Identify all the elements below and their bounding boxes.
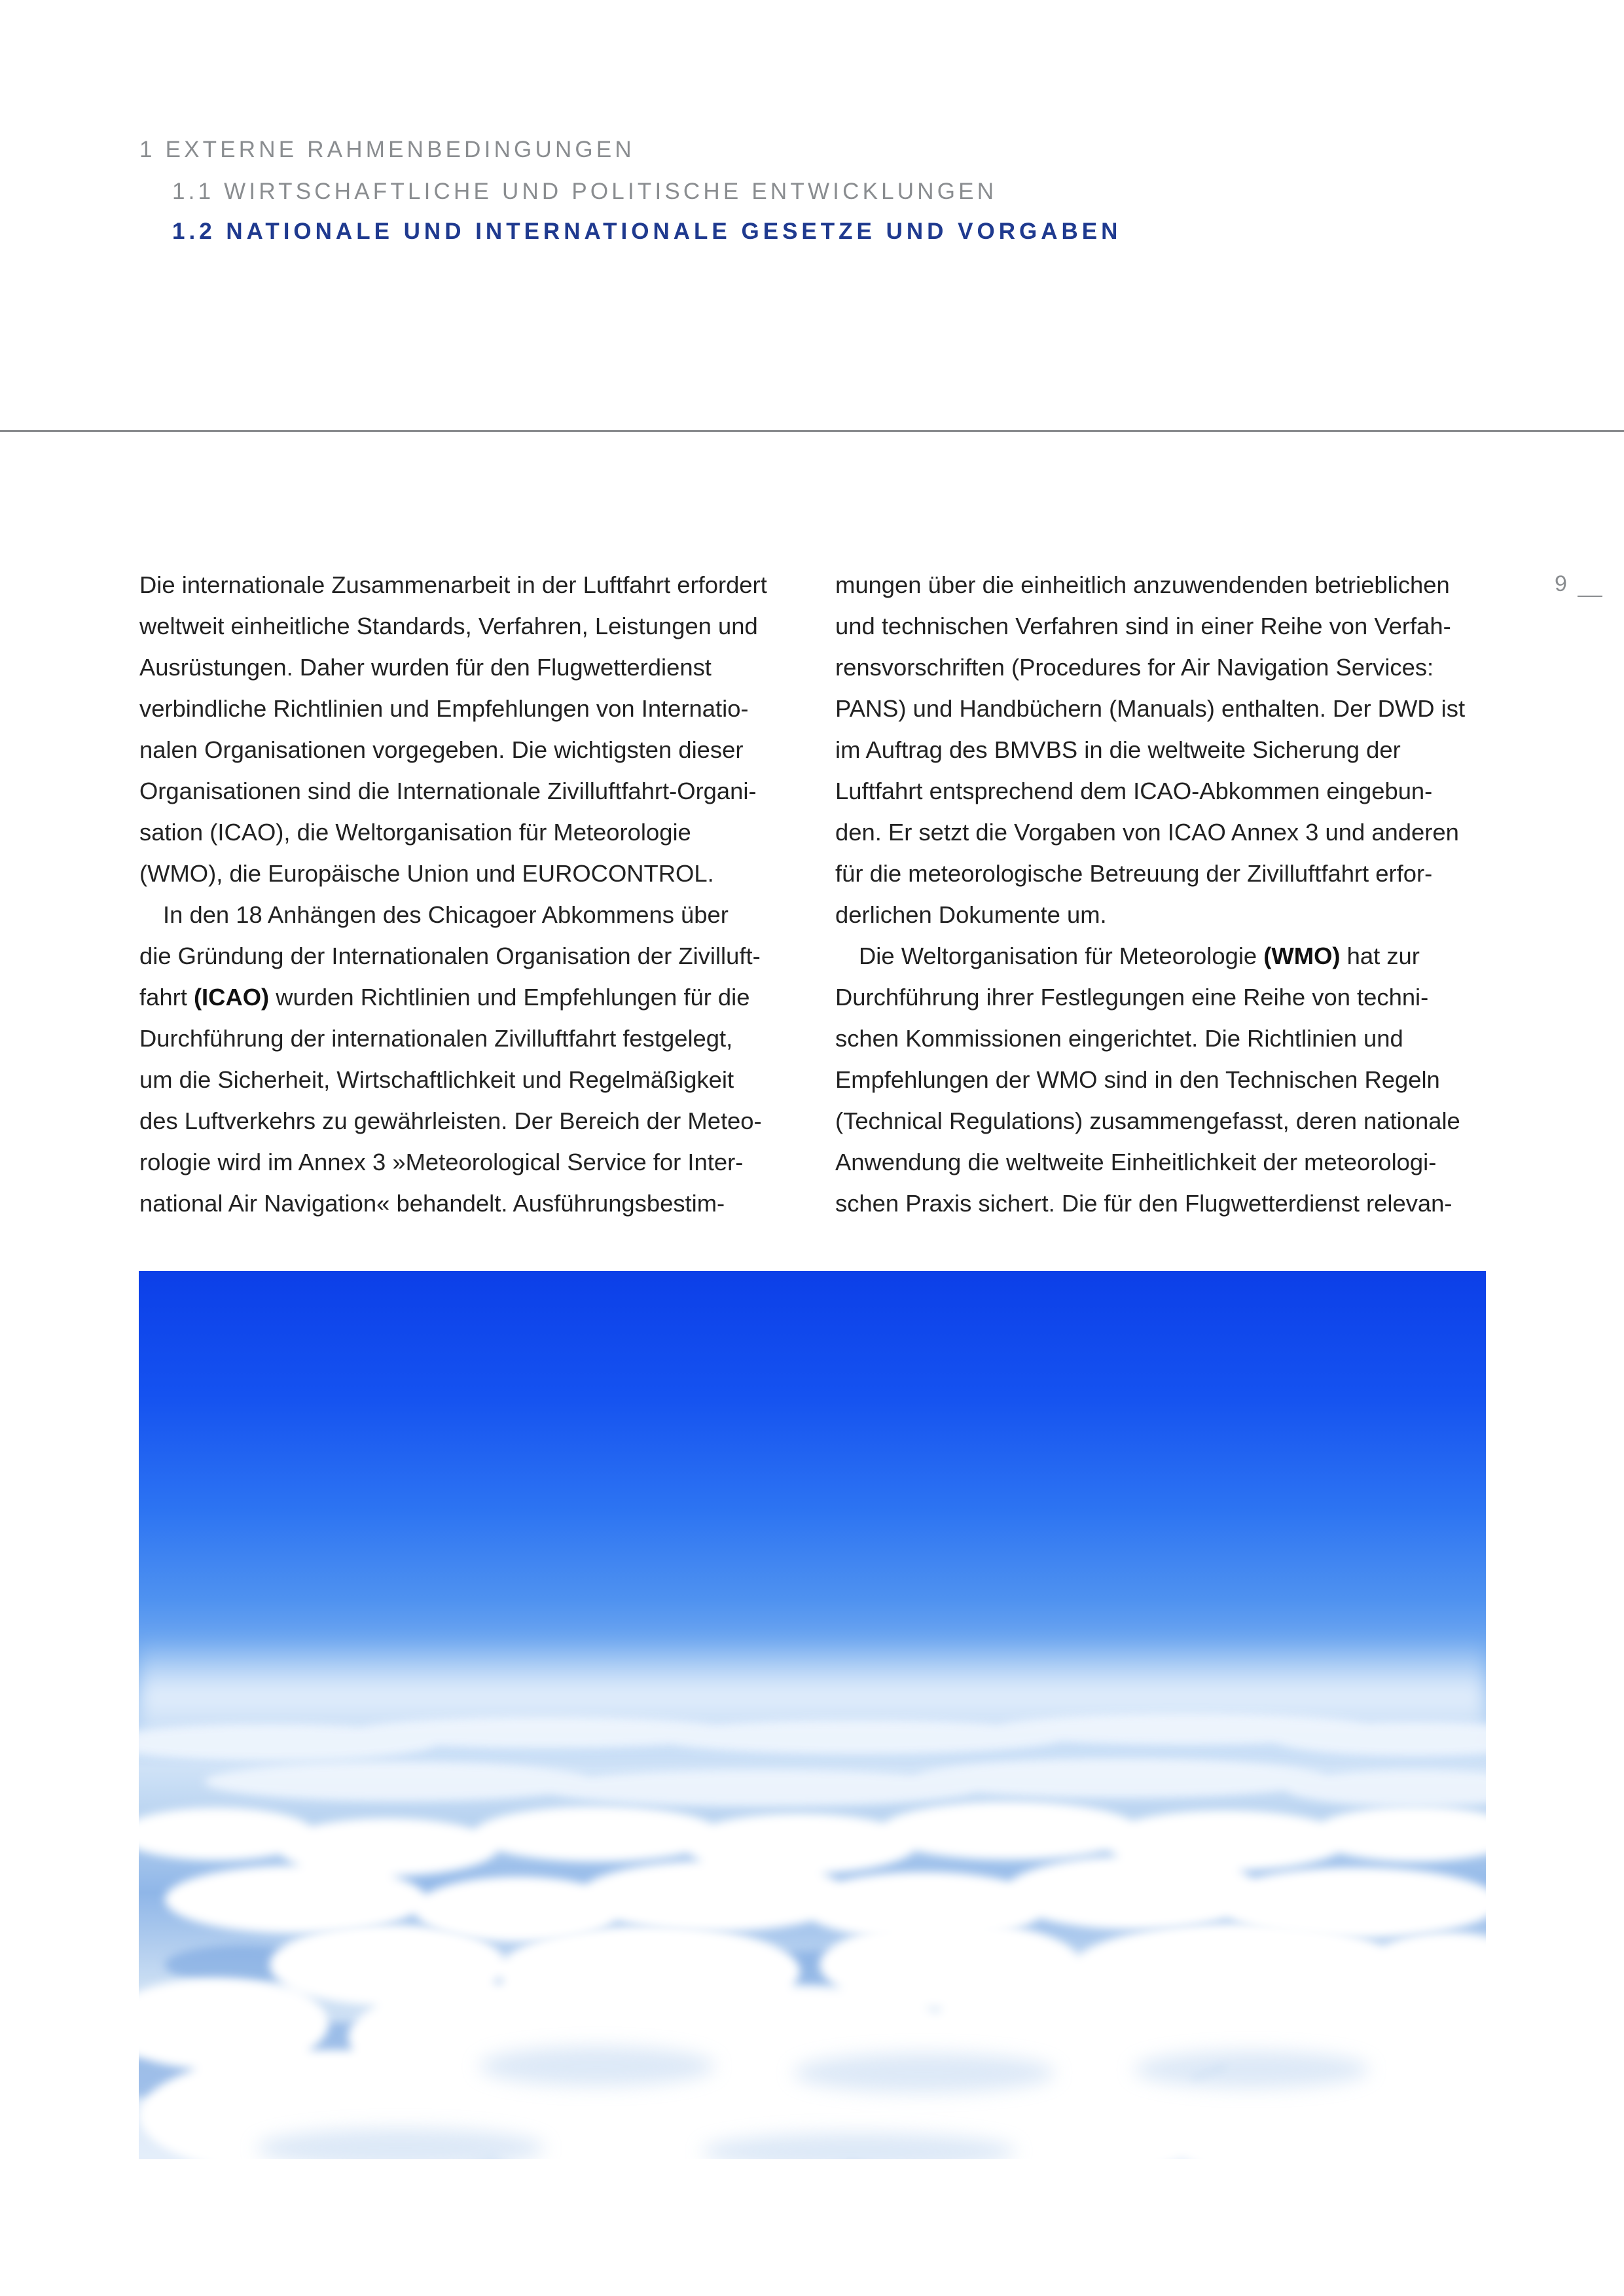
text-line: PANS) und Handbüchern (Manuals) enthalten. Der DWD ist [835, 695, 1466, 722]
text-line: Durchführung der internationalen Zivilluftfahrt festgelegt, [139, 1025, 733, 1052]
text-line: Luftfahrt entsprechend dem ICAO-Abkommen eingebun- [835, 778, 1433, 804]
text-line: In den 18 Anhängen des Chicagoer Abkommens über [163, 901, 729, 928]
cloud-layer-illustration [139, 1271, 1486, 2159]
text-line: des Luftverkehrs zu gewährleisten. Der Bereich der Meteo- [139, 1107, 762, 1134]
section-heading-1-1: 1.1 WIRTSCHAFTLICHE UND POLITISCHE ENTWICKLUNGEN [172, 179, 998, 204]
text-line: Ausrüstungen. Daher wurden für den Flugwetterdienst [139, 654, 712, 681]
text-line: um die Sicherheit, Wirtschaftlichkeit und Regelmäßigkeit [139, 1066, 734, 1093]
text-line: schen Kommissionen eingerichtet. Die Richtlinien und [835, 1025, 1403, 1052]
text-run: Die Weltorganisation für Meteorologie [859, 942, 1264, 969]
text-line: die Gründung der Internationalen Organisation der Zivilluft- [139, 942, 761, 969]
text-line: nalen Organisationen vorgegeben. Die wichtigsten dieser [139, 736, 744, 763]
text-line: mungen über die einheitlich anzuwendenden betrieblichen [835, 571, 1450, 598]
text-column-left [139, 564, 807, 1224]
text-line: den. Er setzt die Vorgaben von ICAO Annex 3 und anderen [835, 819, 1459, 846]
text-line [139, 977, 807, 1018]
text-run: hat zur [1340, 942, 1420, 969]
text-line: (Technical Regulations) zusammengefasst, deren nationale [835, 1107, 1460, 1134]
text-line: (WMO), die Europäische Union und EUROCONTROL. [139, 860, 714, 887]
section-heading-1-2-current: 1.2 NATIONALE UND INTERNATIONALE GESETZE UND VORGABEN [172, 219, 1122, 244]
text-line: und technischen Verfahren sind in einer Reihe von Verfah- [835, 613, 1451, 639]
text-line: sation (ICAO), die Weltorganisation für Meteorologie [139, 819, 691, 846]
page-number: 9 [1555, 571, 1567, 596]
text-run: fahrt [139, 984, 194, 1011]
sky-clouds-photo [139, 1271, 1486, 2159]
text-line: für die meteorologische Betreuung der Zivilluftfahrt erfor- [835, 860, 1433, 887]
text-line: Anwendung die weltweite Einheitlichkeit der meteorologi- [835, 1149, 1437, 1175]
text-run: wurden Richtlinien und Empfehlungen für die [269, 984, 750, 1011]
wmo-abbreviation: (WMO) [1263, 942, 1341, 969]
header-divider [0, 430, 1624, 432]
text-line: schen Praxis sichert. Die für den Flugwetterdienst relevan- [835, 1190, 1453, 1217]
text-line: Durchführung ihrer Festlegungen eine Reihe von techni- [835, 984, 1429, 1011]
text-line: Organisationen sind die Internationale Zivilluftfahrt-Organi- [139, 778, 757, 804]
section-heading-1: 1 EXTERNE RAHMENBEDINGUNGEN [139, 137, 635, 162]
text-line: rologie wird im Annex 3 »Meteorological Service for Inter- [139, 1149, 744, 1175]
page-number-rule [1578, 596, 1602, 597]
text-line: im Auftrag des BMVBS in die weltweite Sicherung der [835, 736, 1401, 763]
text-line [835, 935, 1496, 977]
text-line: derlichen Dokumente um. [835, 901, 1107, 928]
text-line: national Air Navigation« behandelt. Ausführungsbestim- [139, 1190, 725, 1217]
text-column-right [835, 564, 1496, 1224]
icao-abbreviation: (ICAO) [193, 984, 270, 1011]
text-line: weltweit einheitliche Standards, Verfahren, Leistungen und [139, 613, 758, 639]
text-line: Die internationale Zusammenarbeit in der Luftfahrt erfordert [139, 571, 767, 598]
text-line: verbindliche Richtlinien und Empfehlungen von Internatio- [139, 695, 749, 722]
text-line: Empfehlungen der WMO sind in den Technischen Regeln [835, 1066, 1440, 1093]
text-line: rensvorschriften (Procedures for Air Navigation Services: [835, 654, 1434, 681]
